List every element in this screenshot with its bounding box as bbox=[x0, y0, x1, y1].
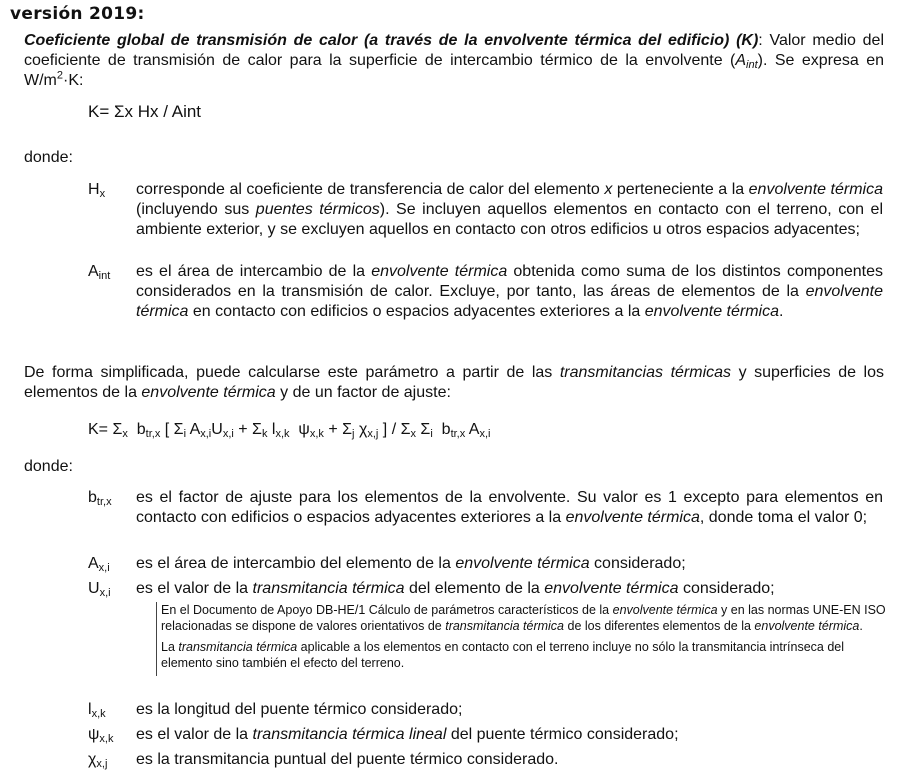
definition-chixj: $\chi_{x,j}$ es la transmitancia puntual del puente térmico considerado. bbox=[88, 751, 559, 770]
definition-aint: $A_{int}$ es el área de intercambio de la envolvente térmica obtenida como suma de los distintos componentes considerados en la transmisión de calor. Excluye, por tanto, las áreas de elementos de la envolvente térmica en contacto con edificios o espacios adyacentes exteriores a la envolvente térmica. bbox=[88, 263, 884, 320]
definition-uxi: $U_{x,i}$ es el valor de la transmitancia térmica del elemento de la envolvente térmica considerado; bbox=[88, 580, 775, 599]
version-heading: versión 2019: bbox=[10, 4, 145, 24]
k-definition: Coeficiente global de transmisión de calor (a través de la envolvente térmica del edificio) (K): Valor medio del coeficiente de transmisión de calor para la superficie de intercambio térmico de la envolvente $(A_{int})$. Se expresa en $W/m^2\cdot K$: bbox=[24, 32, 885, 89]
note-paragraph-1: En el Documento de Apoyo DB-HE/1 Cálculo de parámetros característicos de la envolvente térmica y en las normas UNE-EN ISO relacionadas se dispone de valores orientativos de transmitancia térmica de los diferentes elementos de la envolvente térmica. bbox=[161, 603, 886, 633]
formula-k-basic: K= Σx Hx / Aint bbox=[88, 102, 202, 121]
definition-btr: $b_{tr,x}$ es el factor de ajuste para los elementos de la envolvente. Su valor es 1 excepto para elementos en contacto con edificios o espacios adyacentes exteriores a la envolvente térmica, donde toma el valor 0; bbox=[88, 489, 883, 526]
term-k: Coeficiente global de transmisión de calor (a través de la envolvente térmica del edificio) (K) bbox=[24, 32, 759, 49]
note-box bbox=[156, 602, 889, 676]
donde-label-1: donde: bbox=[24, 149, 73, 166]
donde-label-2: donde: bbox=[24, 458, 73, 475]
definition-lxk: $l_{x,k}$ es la longitud del puente térmico considerado; bbox=[88, 701, 463, 720]
definition-hx: $H_x$ corresponde al coeficiente de transferencia de calor del elemento x perteneciente a la envolvente térmica (incluyendo sus puentes térmicos). Se incluyen aquellos elementos en contacto con el terreno, con el ambiente exterior, y se excluyen aquellos en contacto con otros edificios u otros espacios adyacentes; bbox=[88, 181, 883, 238]
note-paragraph-2: La transmitancia térmica aplicable a los elementos en contacto con el terreno incluye no sólo la transmitancia intrínseca del elemento sino también el efecto del terreno. bbox=[161, 640, 845, 670]
definition-psixk: $\psi_{x,k}$ es el valor de la transmitancia térmica lineal del puente térmico considerado; bbox=[88, 726, 679, 745]
definition-axi: $A_{x,i}$ es el área de intercambio del elemento de la envolvente térmica considerado; bbox=[88, 555, 686, 574]
simplified-paragraph: De forma simplificada, puede calcularse este parámetro a partir de las transmitancias térmicas y superficies de los elementos de la envolvente térmica y de un factor de ajuste: bbox=[24, 364, 885, 401]
formula-k-simplified: $K= \Sigma_x$ $b_{tr,x}$ [ $\Sigma_i$ $A_{x,i}U_{x,i} + \Sigma_k$ $l_{x,k}$ $\psi_{x,k} + \Sigma_j$ $\chi_{x,j}$ ] / $\Sigma_x$ $\Sigma_i$ $b_{tr,x}$ $A_{x,i}$ bbox=[88, 421, 491, 440]
